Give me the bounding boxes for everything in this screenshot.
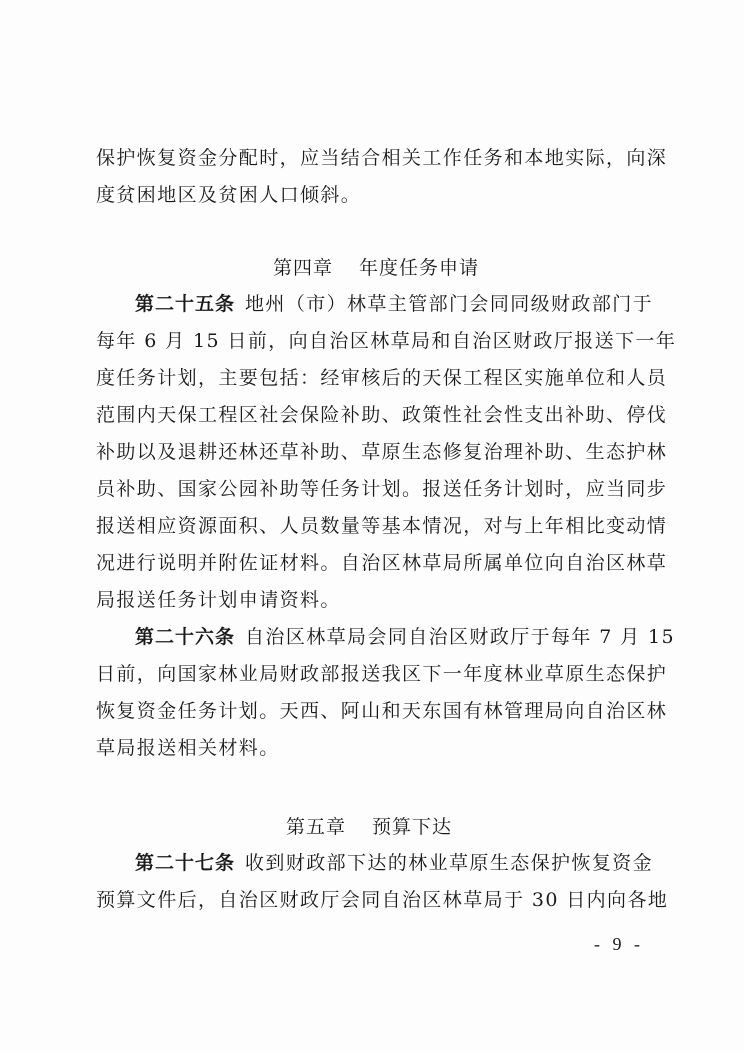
article-first-line (135, 625, 675, 649)
article-text: 收到财政部下达的林业草原生态保护恢复资金 (245, 852, 654, 874)
body-text-line: 草局报送相关材料。 (96, 737, 280, 759)
article-first-line (135, 292, 653, 316)
article-label: 第二十七条 (135, 852, 236, 874)
article-first-line (135, 851, 653, 875)
chapter-title: 年度任务申请 (359, 257, 480, 279)
body-text-line: 补助以及退耕还林还草补助、草原生态修复治理补助、生态护林 (96, 441, 668, 463)
body-text-line: 恢复资金任务计划。天西、阿山和天东国有林管理局向自治区林 (96, 700, 668, 722)
body-text-line: 每年 6 月 15 日前，向自治区林草局和自治区财政厅报送下一年 (96, 330, 677, 352)
body-text-line: 况进行说明并附佐证材料。自治区林草局所属单位向自治区林草 (96, 552, 668, 574)
chapter-number: 第五章 (286, 816, 347, 838)
body-text-line: 报送相应资源面积、人员数量等基本情况，对与上年相比变动情 (96, 515, 668, 537)
article-text: 地州（市）林草主管部门会同同级财政部门于 (245, 293, 654, 315)
chapter-heading (273, 256, 479, 280)
chapter-title: 预算下达 (372, 816, 453, 838)
body-text-line: 员补助、国家公园补助等任务计划。报送任务计划时，应当同步 (96, 478, 668, 500)
chapter-heading (286, 815, 452, 839)
body-text-line: 局报送任务计划申请资料。 (96, 589, 341, 611)
article-label: 第二十五条 (135, 293, 236, 315)
body-text-line: 预算文件后，自治区财政厅会同自治区林草局于 30 日内向各地 (96, 889, 669, 911)
body-text-line: 保护恢复资金分配时，应当结合相关工作任务和本地实际，向深 (96, 147, 668, 169)
body-text-line: 度任务计划，主要包括：经审核后的天保工程区实施单位和人员 (96, 367, 668, 389)
chapter-number: 第四章 (273, 257, 334, 279)
body-text-line: 日前，向国家林业局财政部报送我区下一年度林业草原生态保护 (96, 663, 668, 685)
article-text: 自治区林草局会同自治区财政厅于每年 7 月 15 (245, 626, 676, 648)
article-label: 第二十六条 (135, 626, 236, 648)
body-text-line: 度贫困地区及贫困人口倾斜。 (96, 184, 362, 206)
page-number: - 9 - (594, 934, 644, 954)
body-text-line: 范围内天保工程区社会保险补助、政策性社会性支出补助、停伐 (96, 404, 668, 426)
